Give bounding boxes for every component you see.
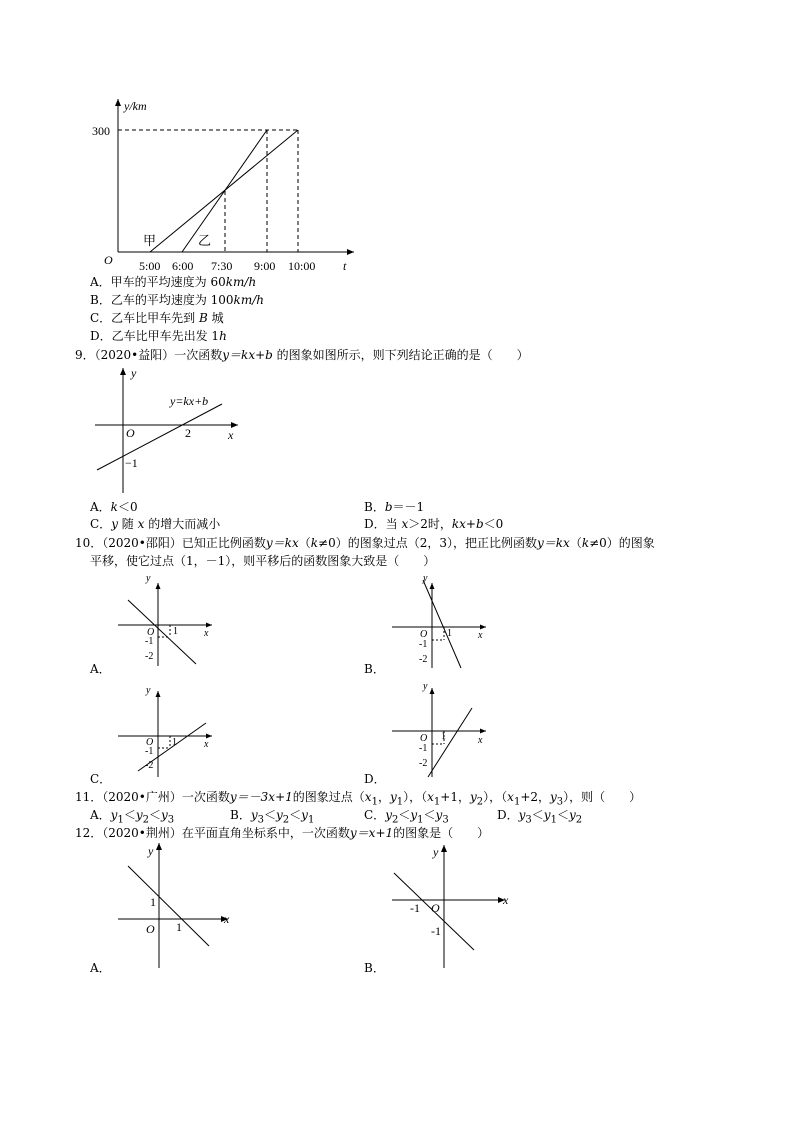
q10-d-o: O: [420, 733, 428, 744]
q8-x-tick-900: 9:00: [254, 259, 276, 273]
q8-y-tick-300: 300: [92, 124, 110, 138]
q12-b-y: y: [433, 845, 439, 859]
q9-option-b: B．b＝－1: [364, 500, 425, 514]
q12-a-o: O: [146, 922, 155, 936]
q11-option-a: A．$y_1<y_2<y_3$: [90, 808, 175, 826]
q12-graph-a: [118, 843, 230, 968]
q10-b-neg1: -1: [419, 639, 428, 650]
q10-b-y: y: [423, 573, 428, 584]
q8-option-b: B．乙车的平均速度为 100km/h: [90, 293, 264, 307]
q12-b-neg1-x: -1: [410, 901, 420, 915]
q10-b-one: 1: [447, 628, 452, 639]
q10-stem-line1: 10．（2020•邵阳）已知正比例函数y＝kx（k≠0）的图象过点（2，3），把正比例函数y＝kx（k≠0）的图象: [75, 536, 655, 550]
q10-d-neg2: -2: [419, 758, 428, 769]
q8-label-jia: 甲: [143, 233, 157, 248]
q9-y-tick-neg1: −1: [125, 456, 138, 470]
q12-a-x: x: [224, 912, 230, 926]
q12-a-y: y: [148, 844, 154, 858]
q8-x-tick-1000: 10:00: [288, 259, 316, 273]
q10-a-x: x: [204, 628, 209, 639]
q12-stem: 12．（2020•荆州）在平面直角坐标系中，一次函数y＝x+1的图象是（ ）: [75, 826, 490, 840]
q10-d-y: y: [423, 681, 428, 692]
q10-option-d-label: D．: [364, 772, 386, 786]
q9-x-tick-2: 2: [185, 426, 191, 440]
q10-stem-line2: 平移，使它过点（1，－1），则平移后的函数图象大致是（ ）: [90, 554, 436, 568]
q8-label-yi: 乙: [198, 233, 212, 248]
q10-a-one: 1: [173, 626, 178, 637]
q10-c-one: 1: [172, 737, 177, 748]
q10-c-y: y: [146, 685, 151, 696]
q9-x-label: x: [228, 428, 234, 442]
q8-y-axis-label: y/km: [124, 99, 147, 113]
q10-option-a-label: A．: [90, 662, 111, 676]
q9-option-a: A．k＜0: [90, 500, 138, 514]
q10-a-neg2: -2: [145, 651, 154, 662]
q10-option-b-label: B．: [364, 662, 385, 676]
q10-a-y: y: [146, 573, 151, 584]
q12-b-o: O: [431, 901, 440, 915]
q9-origin: O: [126, 426, 135, 440]
q10-c-neg2: -2: [145, 760, 154, 771]
q10-c-neg1: -1: [145, 746, 154, 757]
q12-b-x: x: [503, 893, 509, 907]
q10-b-x: x: [478, 630, 483, 641]
q8-x-tick-730: 7:30: [211, 259, 233, 273]
q10-a-o: O: [147, 627, 155, 638]
q10-option-c-label: C．: [90, 772, 112, 786]
q11-stem: 11．（2020•广州）一次函数y＝－3x+1的图象过点（$x_1$，$y_1$），（$x_1+1$，$y_2$），（$x_1+2$，$y_3$），则（ ）: [75, 790, 642, 808]
q11-option-b: B．$y_3<y_2<y_1$: [230, 808, 315, 826]
q8-option-a: A．甲车的平均速度为 60km/h: [90, 275, 257, 289]
q10-d-neg1: -1: [419, 743, 428, 754]
q10-c-o: O: [146, 737, 154, 748]
q10-a-neg1: -1: [145, 636, 154, 647]
q12-graph-b: [392, 845, 509, 968]
q10-b-neg2: -2: [419, 654, 428, 665]
q9-line-label: y=kx+b: [170, 394, 209, 408]
q9-option-d: D．当 x＞2时，kx+b＜0: [364, 517, 504, 531]
q9-option-c: C．y 随 x 的增大而减小: [90, 517, 221, 531]
q12-a-one-x: 1: [176, 920, 182, 934]
q10-d-x: x: [478, 735, 483, 746]
q8-option-c: C．乙车比甲车先到 B 城: [90, 311, 224, 325]
q8-x-axis-label: t: [343, 259, 347, 273]
q11-option-c: C．$y_2<y_1<y_3$: [364, 808, 449, 826]
q12-b-neg1-y: -1: [431, 924, 441, 938]
q12-option-a-label: A．: [90, 961, 111, 975]
q8-x-tick-600: 6:00: [172, 259, 194, 273]
q8-option-d: D．乙车比甲车先出发 1h: [90, 329, 227, 343]
q9-y-label: y: [131, 366, 137, 380]
q9-stem: 9．（2020•益阳）一次函数y＝kx+b 的图象如图所示，则下列结论正确的是（ ）: [75, 348, 529, 362]
q12-option-b-label: B．: [364, 961, 385, 975]
q10-b-o: O: [420, 629, 428, 640]
q8-x-tick-500: 5:00: [139, 259, 161, 273]
q11-option-d: D．$y_3<y_1<y_2$: [497, 808, 583, 826]
q10-d-one: 1: [441, 731, 446, 742]
q12-a-line: [128, 866, 209, 946]
q10-c-x: x: [204, 739, 209, 750]
q12-a-one-y: 1: [150, 895, 156, 909]
q8-origin: O: [104, 253, 113, 267]
